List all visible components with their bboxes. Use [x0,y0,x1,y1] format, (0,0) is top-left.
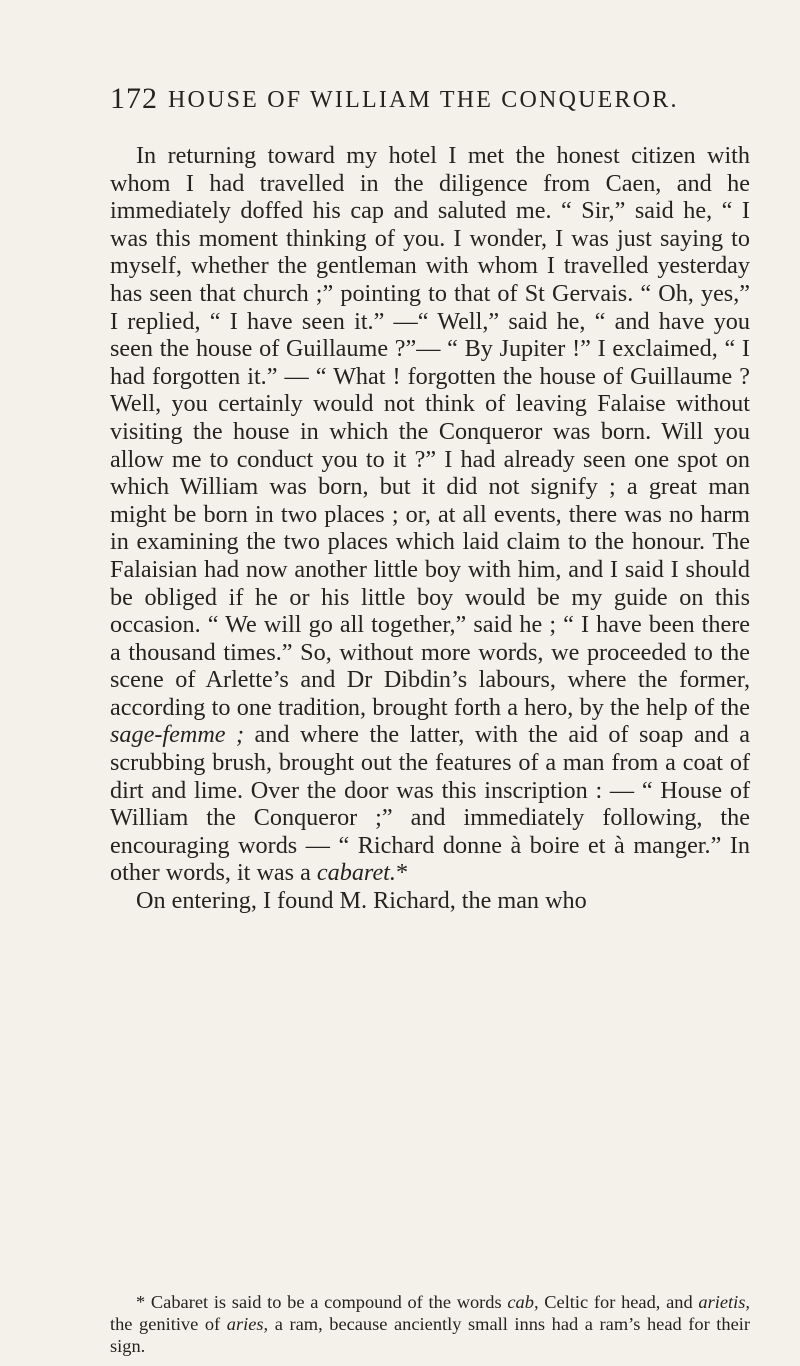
footnote-text: * Cabaret is said to be a compound of the words [136,1292,508,1312]
italic-sage-femme: sage-femme ; [110,721,245,749]
main-text [110,142,750,915]
footnote-text-4: a ram, because anciently small inns had a ram’s head for their sign. [110,1314,750,1356]
footnote [110,1291,750,1357]
footnote-text-3: the genitive of [110,1314,227,1334]
page-header [110,82,750,126]
footnote-marker: * [395,859,409,887]
paragraph-1-text-cont: and where the latter, with the aid of soap and a scrubbing brush, brought out the features of a man from a coat of dirt and lime. Over the door was this inscription : — “ House of William the Conqueror ;” and immediately following, the encouraging words — “ Richard donne à boire et à manger.” In other words, it was a [110,721,750,887]
running-title: HOUSE OF WILLIAM THE CONQUEROR. [168,87,679,113]
italic-cab: cab, [507,1292,539,1312]
page-number: 172 [110,82,158,115]
italic-arietis: arietis, [698,1292,750,1312]
paragraph-1-text: In returning toward my hotel I met the honest citizen with whom I had travelled in the diligence from Caen, and he immediately doffed his cap and saluted me. “ Sir,” said he, “ I was this moment thinking of you. I wonder, I was just saying to myself, whether the gentleman with whom I travelled yesterday has seen that church ;” pointing to that of St Gervais. “ Oh, yes,” I replied, “ I have seen it.” —“ Well,” said he, “ and have you seen the house of Guillaume ?”— “ By Jupiter !” I exclaimed, “ I had forgotten it.” — “ What ! forgotten the house of Guillaume ? Well, you certainly would not think of leaving Falaise without visiting the house in which the Conqueror was born. Will you allow me to conduct you to it ?” I had already seen one spot on which William was born, but it did not signify ; a great man might be born in two places ; or, at all events, there was no harm in examining the two places which laid claim to the honour. The Falaisian had now another little boy with him, and I said I should be obliged if he or his little boy would be my guide on this occasion. “ We will go all together,” said he ; “ I have been there a thousand times.” So, without more words, we proceeded to the scene of Arlette’s and Dr Dibdin’s labours, where the former, according to one tradition, brought forth a hero, by the help of the [110,142,750,721]
paragraph-1 [110,142,750,887]
paragraph-2: On entering, I found M. Richard, the man who [136,887,587,915]
italic-aries: aries, [226,1314,269,1334]
footnote-text-2: Celtic for head, and [538,1292,699,1312]
italic-cabaret: cabaret. [316,859,396,887]
